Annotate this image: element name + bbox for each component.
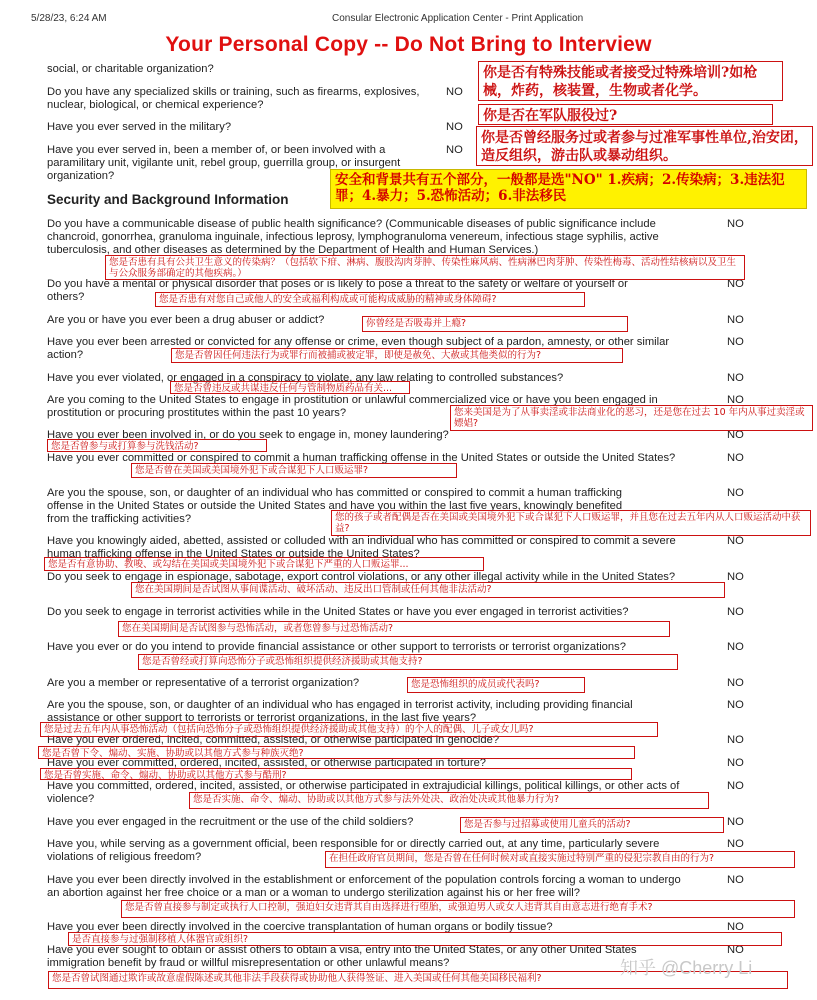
answer-value: NO [727,452,744,464]
answer-value: NO [727,641,744,653]
question-text: Have you ever or do you intend to provide financial assistance or other support to terrorists or terrorist organizations? [47,641,626,653]
answer-value: NO [727,944,744,956]
question-text: Have you, while serving as a government official, been responsible for or directly carried out, at any time, particularly severe violations of religious freedom? [47,838,660,863]
annotation-trafficking: 您是否曾在美国或美国境外犯下或合谋犯下人口贩运罪? [131,463,457,478]
watermark: 知乎 @Cherry Li [620,958,753,978]
question-text: Are you or have you ever been a drug abuser or addict? [47,314,325,326]
answer-value: NO [727,487,744,499]
answer-value: NO [727,699,744,711]
question-text: Do you have a communicable disease of public health significance? (Communicable diseases of public significance include chancroid, gonorrhea, granuloma inguinale, infectious leprosy, lymphogranuloma venereum, infectious stage syphilis, active tuberculosis, and other diseases as determined by the Department of Health and Human Services.) [47,218,659,256]
question-text: Have you ever ordered, incited, committed, assisted, or otherwise participated in genocide? [47,734,500,746]
annotation-torture: 您是否曾实施、命令、煽动、协助或以其他方式参与酷刑? [40,768,632,780]
annotation-financial: 您是否曾经或打算向恐怖分子或恐怖组织提供经济援助或其他支持? [138,654,678,670]
answer-value: NO [727,394,744,406]
question-text: Have you ever been directly involved in the establishment or enforcement of the population controls forcing a woman to undergo an abortion against her free choice or a man or a woman to undergo sterilization against his or her free will? [47,874,681,899]
question-text: Have you ever been directly involved in the coercive transplantation of human organs or bodily tissue? [47,921,553,933]
annotation-genocide: 您是否曾下令、煽动、实施、协助或以其他方式参与种族灭绝? [38,746,635,759]
annotation-visa-fraud: 您是否曾试图通过欺诈或故意虚假陈述或其他非法手段获得或协助他人获得签证、进入美国或任何其他美国移民福利? [48,971,788,989]
question-text: Have you committed, ordered, incited, assisted, or otherwise participated in extrajudicial killings, political killings, or other acts of violence? [47,780,680,805]
answer-value: NO [727,571,744,583]
annotation-member: 您是恐怖组织的成员或代表吗? [407,677,585,693]
question-text: Have you ever committed, ordered, incited, assisted, or otherwise participated in torture? [47,757,487,769]
answer-value: NO [727,372,744,384]
question-text: social, or charitable organization? [47,63,214,75]
answer-value: NO [727,429,744,441]
question-text: Do you seek to engage in espionage, sabotage, export control violations, or any other illegal activity while in the United States? [47,571,676,583]
question-text: Have you knowingly aided, abetted, assisted or colluded with an individual who has committed or conspired to commit a severe human trafficking offense in the United States or outside the United States? [47,535,676,560]
answer-value: NO [727,780,744,792]
answer-value: NO [727,336,744,348]
print-timestamp: 5/28/23, 6:24 AM [31,13,107,24]
answer-value: NO [727,874,744,886]
answer-value: NO [727,218,744,230]
question-text: Have you ever been involved in, or do you seek to engage in, money laundering? [47,429,449,441]
answer-value: NO [727,757,744,769]
annotation-military: 你是否在军队服役过? [478,104,773,125]
annotation-controlled: 您是否曾违反或共谋违反任何与管制物质药品有关... [170,381,410,394]
answer-value: NO [727,816,744,828]
print-center-title: Consular Electronic Application Center - Print Application [332,13,584,24]
question-text: Are you the spouse, son, or daughter of an individual who has committed or conspired to commit a human trafficking offense in the United States or outside the United States and have you within the last five years, knowingly benefited from the trafficking activities? [47,487,623,525]
answer-value: NO [727,838,744,850]
annotation-arrest: 您是否曾因任何违法行为或罪行而被捕或被定罪，即使是赦免、大赦或其他类似的行为? [171,348,623,363]
question-text: Have you ever sought to obtain or assist others to obtain a visa, entry into the United States, or any other United States immigration benefit by fraud or willful misrepresentation or other unlawful means? [47,944,637,969]
answer-value: NO [446,144,463,156]
annotation-security-summary: 安全和背景共有五个部分，一般都是选"NO" 1.疾病；2.传染病；3.违法犯罪；4.暴力；5.恐怖活动；6.非法移民 [330,169,807,209]
annotation-organs: 是否直接参与过强制移植人体器官或组织? [68,932,782,946]
annotation-population: 您是否曾直接参与制定或执行人口控制，强迫妇女违背其自由选择进行堕胎，或强迫男人或女人违背其自由意志进行绝育手术? [121,900,795,918]
annotation-aided: 您是否有意协助、教唆、或勾结在美国或美国境外犯下或合谋犯下严重的人口贩运罪... [44,557,484,571]
annotation-terrorist: 您在美国期间是否试图参与恐怖活动，或者您曾参与过恐怖活动? [118,621,670,637]
annotation-trafficking-family: 您的孩子或者配偶是否在美国或美国境外犯下或合谋犯下人口贩运罪，并且您在过去五年内从人口贩运活动中获益? [331,510,811,536]
question-text: Do you seek to engage in terrorist activities while in the United States or have you ever engaged in terrorist activities? [47,606,629,618]
section-title: Security and Background Information [47,192,289,207]
annotation-prostitution: 您来美国是为了从事卖淫或非法商业化的恶习，还是您在过去 10 年内从事过卖淫或嫖娼? [450,405,813,431]
question-text: Do you have a mental or physical disorder that poses or is likely to pose a threat to the safety or welfare of yourself or others? [47,278,628,303]
question-text: Have you ever served in, been a member of, or been involved with a paramilitary unit, vigilante unit, rebel group, guerrilla group, or insurgent organization? [47,144,401,182]
annotation-laundering: 您是否曾参与或打算参与洗钱活动? [47,439,267,452]
annotation-drug: 你曾经是否吸毒并上瘾? [362,316,628,332]
answer-value: NO [727,921,744,933]
annotation-child-soldiers: 您是否参与过招募或使用儿童兵的活动? [460,817,724,833]
answer-value: NO [727,606,744,618]
question-text: Have you ever engaged in the recruitment or the use of the child soldiers? [47,816,414,828]
question-text: Are you coming to the United States to engage in prostitution or unlawful commercialized vice or have you been engaged in prostitution or procuring prostitutes within the past 10 years? [47,394,658,419]
question-text: Do you have any specialized skills or training, such as firearms, explosives, nuclear, biological, or chemical experience? [47,86,420,111]
annotation-skills: 你是否有特殊技能或者接受过特殊培训?如枪械，炸药，核装置，生物或者化学。 [478,61,783,101]
annotation-religious: 在担任政府官员期间，您是否曾在任何时候对或直接实施过特别严重的侵犯宗教自由的行为? [325,851,795,868]
answer-value: NO [727,535,744,547]
answer-value: NO [727,734,744,746]
annotation-family-terror: 您是过去五年内从事恐怖活动（包括向恐怖分子或恐怖组织提供经济援助或其他支持）的个人的配偶、儿子或女儿吗? [40,722,658,737]
question-text: Are you a member or representative of a terrorist organization? [47,677,360,689]
annotation-mental: 您是否患有对您自己或他人的安全或福利构成或可能构成威胁的精神或身体障碍? [155,292,585,307]
answer-value: NO [727,278,744,290]
page-title: Your Personal Copy -- Do Not Bring to Interview [165,33,652,56]
annotation-killings: 您是否实施、命令、煽动、协助或以其他方式参与法外处决、政治处决或其他暴力行为? [189,792,709,809]
question-text: Have you ever violated, or engaged in a conspiracy to violate, any law relating to controlled substances? [47,372,564,384]
annotation-disease: 您是否患有具有公共卫生意义的传染病？（包括软下疳、淋病、腹股沟肉芽肿、传染性麻风病、性病淋巴肉芽肿、传染性梅毒、活动性结核病以及卫生与公众服务部确定的其他疾病。） [105,255,745,280]
question-text: Have you ever served in the military? [47,121,232,133]
question-text: Have you ever been arrested or convicted for any offense or crime, even though subject of a pardon, amnesty, or other similar action? [47,336,670,361]
question-text: Are you the spouse, son, or daughter of an individual who has engaged in terrorist activity, including providing financial assistance or other support to terrorists or terrorist organizations, in the last five years? [47,699,633,724]
answer-value: NO [727,677,744,689]
annotation-espionage: 您在美国期间是否试图从事间谍活动、破坏活动、违反出口管制或任何其他非法活动? [131,582,725,598]
answer-value: NO [446,121,463,133]
answer-value: NO [446,86,463,98]
answer-value: NO [727,314,744,326]
annotation-paramilitary: 你是否曾经服务过或者参与过准军事性单位,治安团，造反组织，游击队或暴动组织。 [476,126,813,166]
question-text: Have you ever committed or conspired to commit a human trafficking offense in the United States or outside the United States? [47,452,676,464]
